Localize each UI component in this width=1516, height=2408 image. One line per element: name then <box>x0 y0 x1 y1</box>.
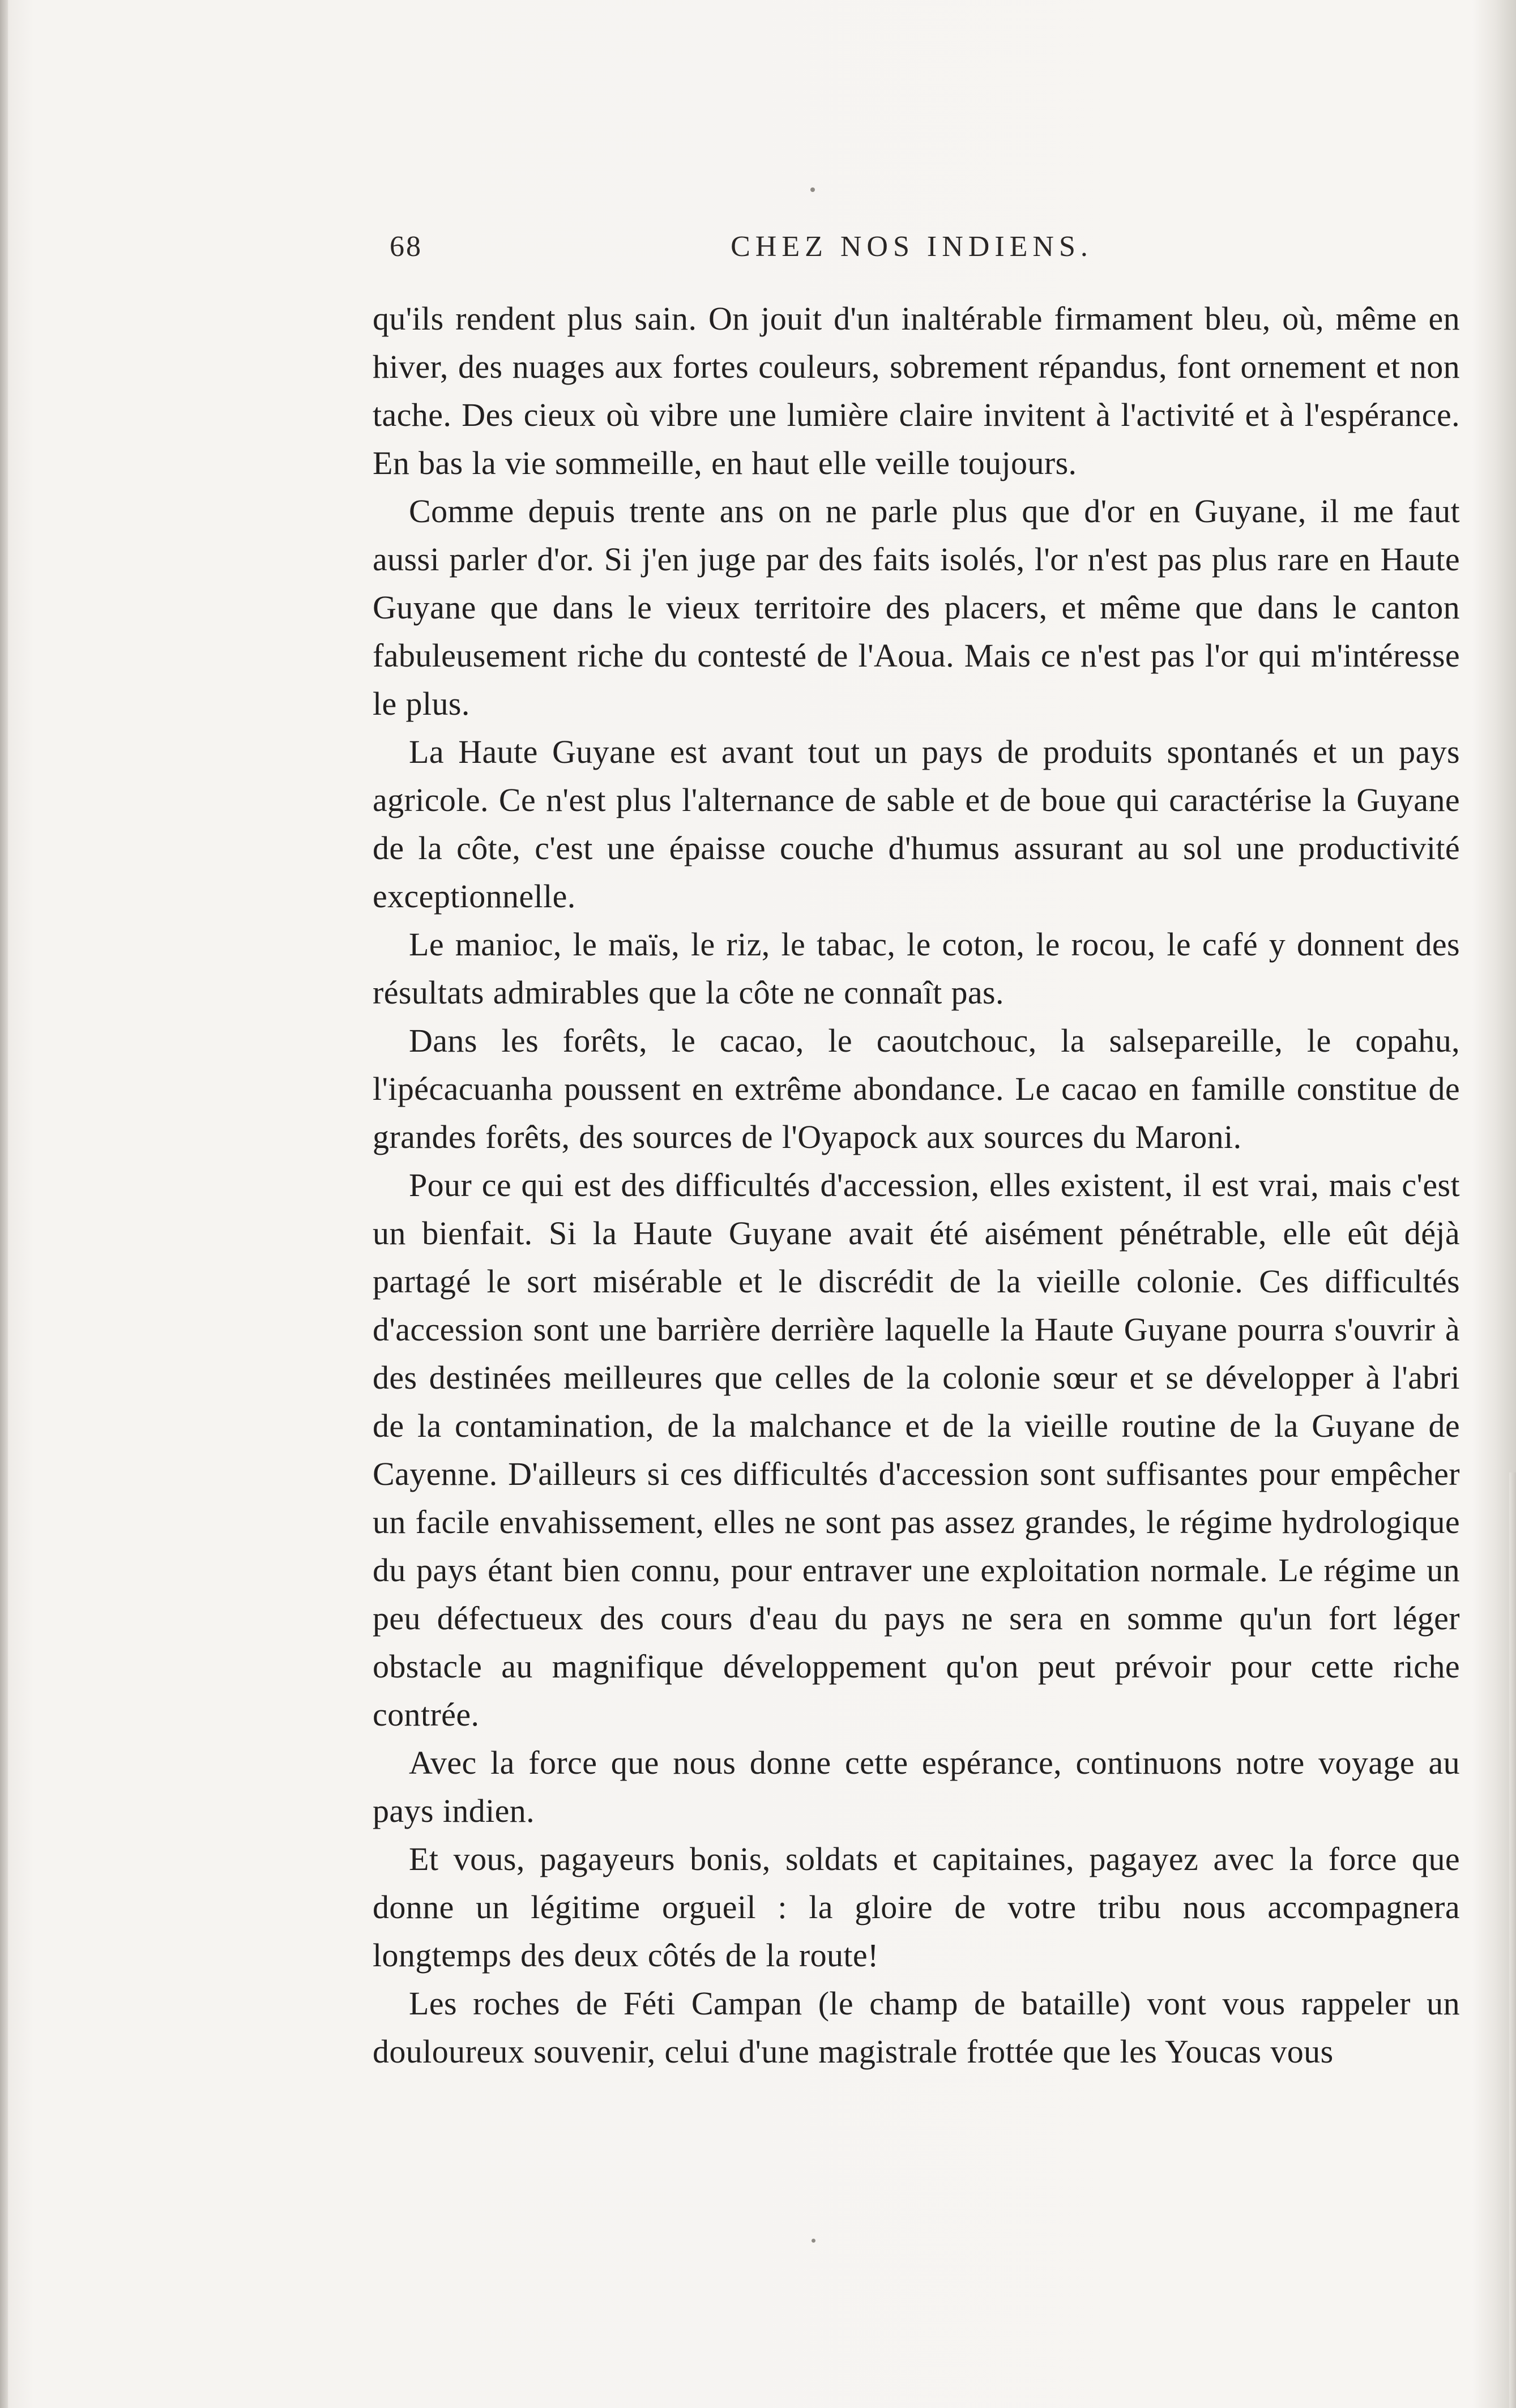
paragraph: Avec la force que nous donne cette espérance, continuons notre voyage au pays indien. <box>373 1744 1460 1829</box>
paragraph: Comme depuis trente ans on ne parle plus que d'or en Guyane, il me faut aussi parler d'or. Si j'en juge par des faits isolés, l'or n'est pas plus rare en Haute Guyane que dans le vieux territoire des placers, et même que dans le canton fabuleusement riche du contesté de l'Aoua. Mais ce n'est pas l'or qui m'intéresse le plus. <box>373 493 1460 722</box>
body-text <box>373 294 1460 2076</box>
page-edge-shadow-right <box>1509 1472 1516 2408</box>
running-head <box>368 225 1455 271</box>
paragraph: Le manioc, le maïs, le riz, le tabac, le coton, le rocou, le café y donnent des résultats admirables que la côte ne connaît pas. <box>373 926 1460 1011</box>
paragraph: Et vous, pagayeurs bonis, soldats et capitaines, pagayez avec la force que donne un légitime orgueil : la gloire de votre tribu nous accompagnera longtemps des deux côtés de la route! <box>373 1841 1460 1974</box>
page-binding-shadow-left <box>0 0 8 2408</box>
page-number: 68 <box>390 230 422 263</box>
paragraph: qu'ils rendent plus sain. On jouit d'un inaltérable firmament bleu, où, même en hiver, des nuages aux fortes couleurs, sobrement répandus, font ornement et non tache. Des cieux où vibre une lumière claire invitent à l'activité et à l'espérance. En bas la vie sommeille, en haut elle veille toujours. <box>373 300 1460 481</box>
paper-speck <box>810 187 815 192</box>
paper-speck <box>812 2239 815 2243</box>
paragraph: Pour ce qui est des difficultés d'accession, elles existent, il est vrai, mais c'est un bienfait. Si la Haute Guyane avait été aisément pénétrable, elle eût déjà partagé le sort misérable et le discrédit de la vieille colonie. Ces difficultés d'accession sont une barrière derrière laquelle la Haute Guyane pourra s'ouvrir à des destinées meilleures que celles de la colonie sœur et se développer à l'abri de la contamination, de la malchance et de la vieille routine de la Guyane de Cayenne. D'ailleurs si ces difficultés d'accession sont suffisantes pour empêcher un facile envahissement, elles ne sont pas assez grandes, le régime hydrologique du pays étant bien connu, pour entraver une exploitation normale. Le régime un peu défectueux des cours d'eau du pays ne sera en somme qu'un fort léger obstacle au magnifique développement qu'on peut prévoir pour cette riche contrée. <box>373 1167 1460 1733</box>
paragraph: Dans les forêts, le cacao, le caoutchouc, la salsepareille, le copahu, l'ipécacuanha poussent en extrême abondance. Le cacao en famille constitue de grandes forêts, des sources de l'Oyapock aux sources du Maroni. <box>373 1022 1460 1155</box>
running-title: CHEZ NOS INDIENS. <box>731 230 1093 263</box>
paragraph: Les roches de Féti Campan (le champ de bataille) vont vous rappeler un douloureux souvenir, celui d'une magistrale frottée que les Youcas vous <box>373 1985 1460 2070</box>
paragraph: La Haute Guyane est avant tout un pays de produits spontanés et un pays agricole. Ce n'est plus l'alternance de sable et de boue qui caractérise la Guyane de la côte, c'est une épaisse couche d'humus assurant au sol une productivité exceptionnelle. <box>373 733 1460 915</box>
